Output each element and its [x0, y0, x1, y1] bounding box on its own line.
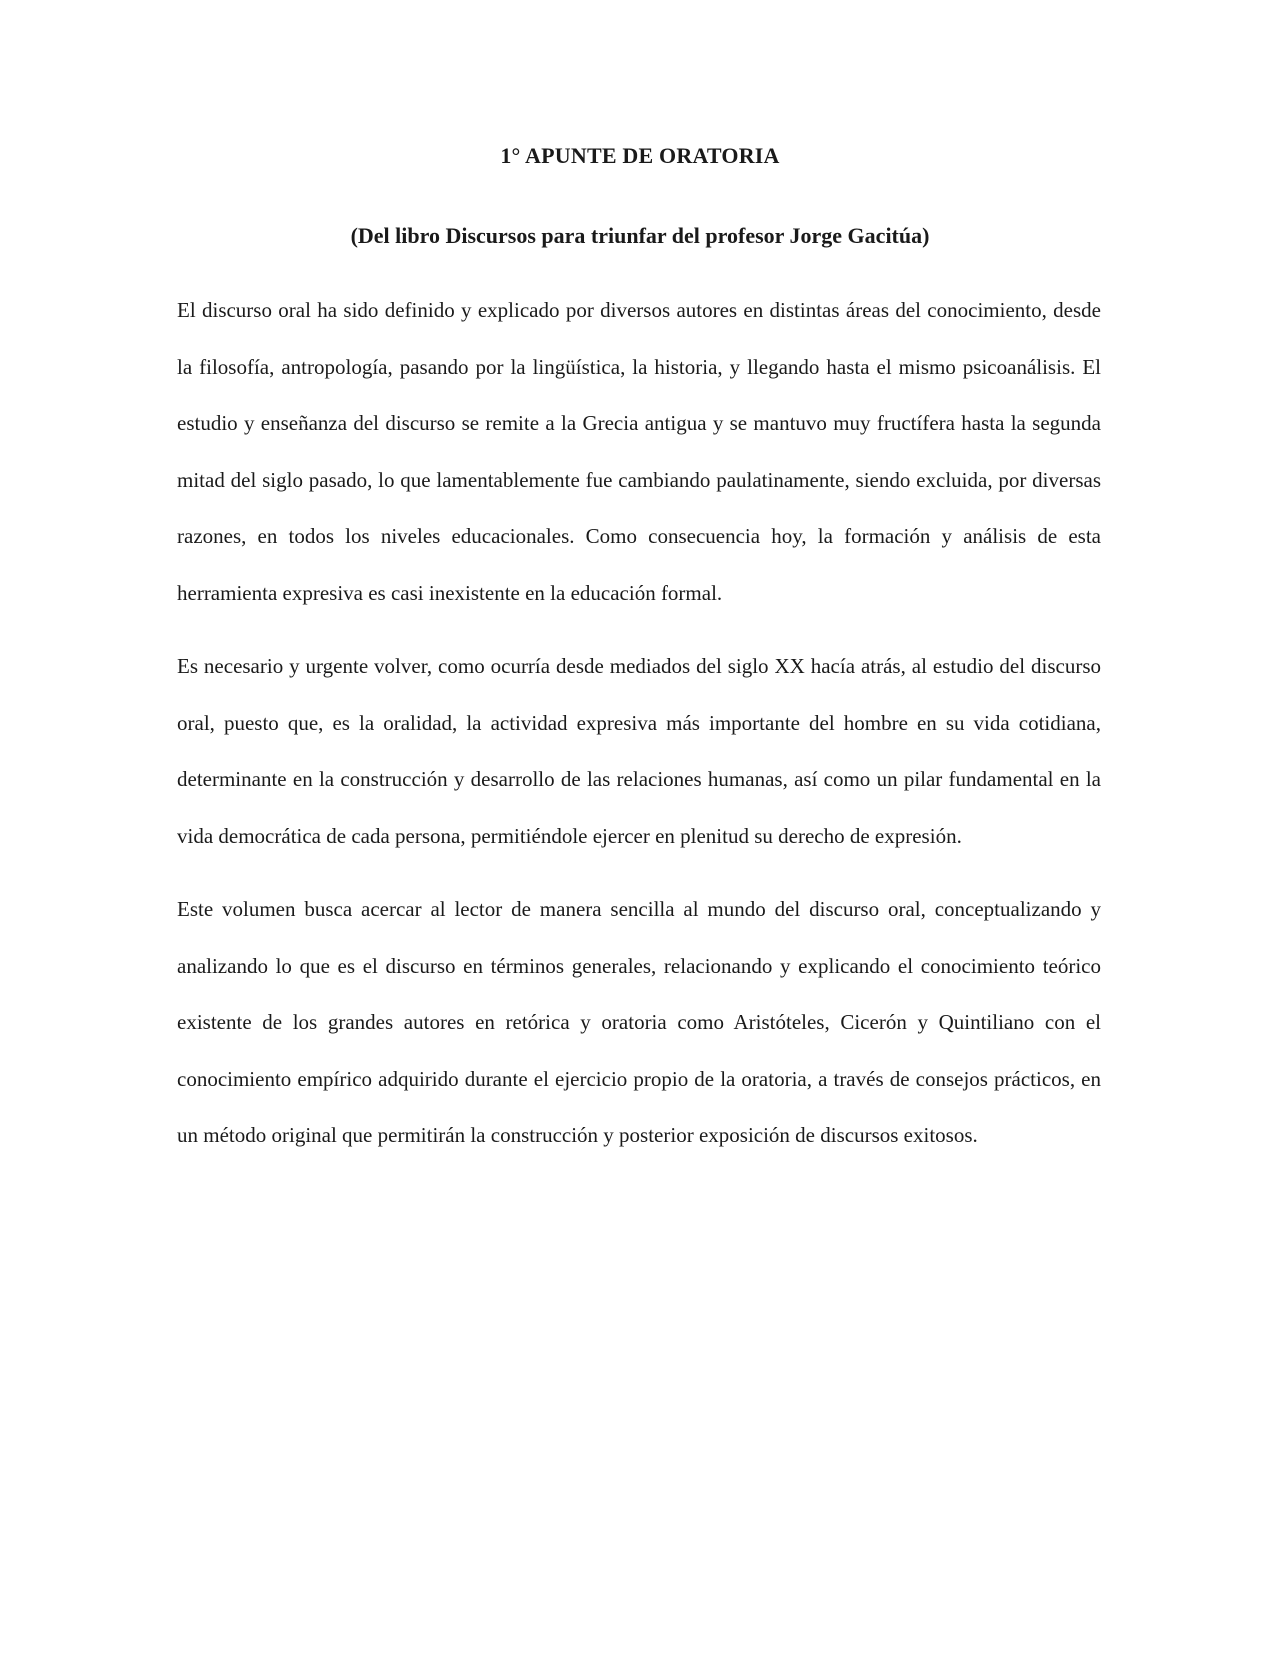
document-body [177, 282, 1101, 1181]
paragraph-2: Es necesario y urgente volver, como ocurría desde mediados del siglo XX hacía atrás, al estudio del discurso oral, puesto que, es la oralidad, la actividad expresiva más importante del hombre en su vida cotidiana, determinante en la construcción y desarrollo de las relaciones humanas, así como un pilar fundamental en la vida democrática de cada persona, permitiéndole ejercer en plenitud su derecho de expresión. [177, 654, 1101, 848]
paragraph-1: El discurso oral ha sido definido y explicado por diversos autores en distintas áreas del conocimiento, desde la filosofía, antropología, pasando por la lingüística, la historia, y llegando hasta el mismo psicoanálisis. El estudio y enseñanza del discurso se remite a la Grecia antigua y se mantuvo muy fructífera hasta la segunda mitad del siglo pasado, lo que lamentablemente fue cambiando paulatinamente, siendo excluida, por diversas razones, en todos los niveles educacionales. Como consecuencia hoy, la formación y análisis de esta herramienta expresiva es casi inexistente en la educación formal. [177, 298, 1101, 605]
document-subtitle: (Del libro Discursos para triunfar del profesor Jorge Gacitúa) [350, 223, 930, 248]
paragraph-3: Este volumen busca acercar al lector de manera sencilla al mundo del discurso oral, conceptualizando y analizando lo que es el discurso en términos generales, relacionando y explicando el conocimiento teórico existente de los grandes autores en retórica y oratoria como Aristóteles, Cicerón y Quintiliano con el conocimiento empírico adquirido durante el ejercicio propio de la oratoria, a través de consejos prácticos, en un método original que permitirán la construcción y posterior exposición de discursos exitosos. [177, 897, 1101, 1147]
document-title: 1° APUNTE DE ORATORIA [500, 143, 780, 168]
